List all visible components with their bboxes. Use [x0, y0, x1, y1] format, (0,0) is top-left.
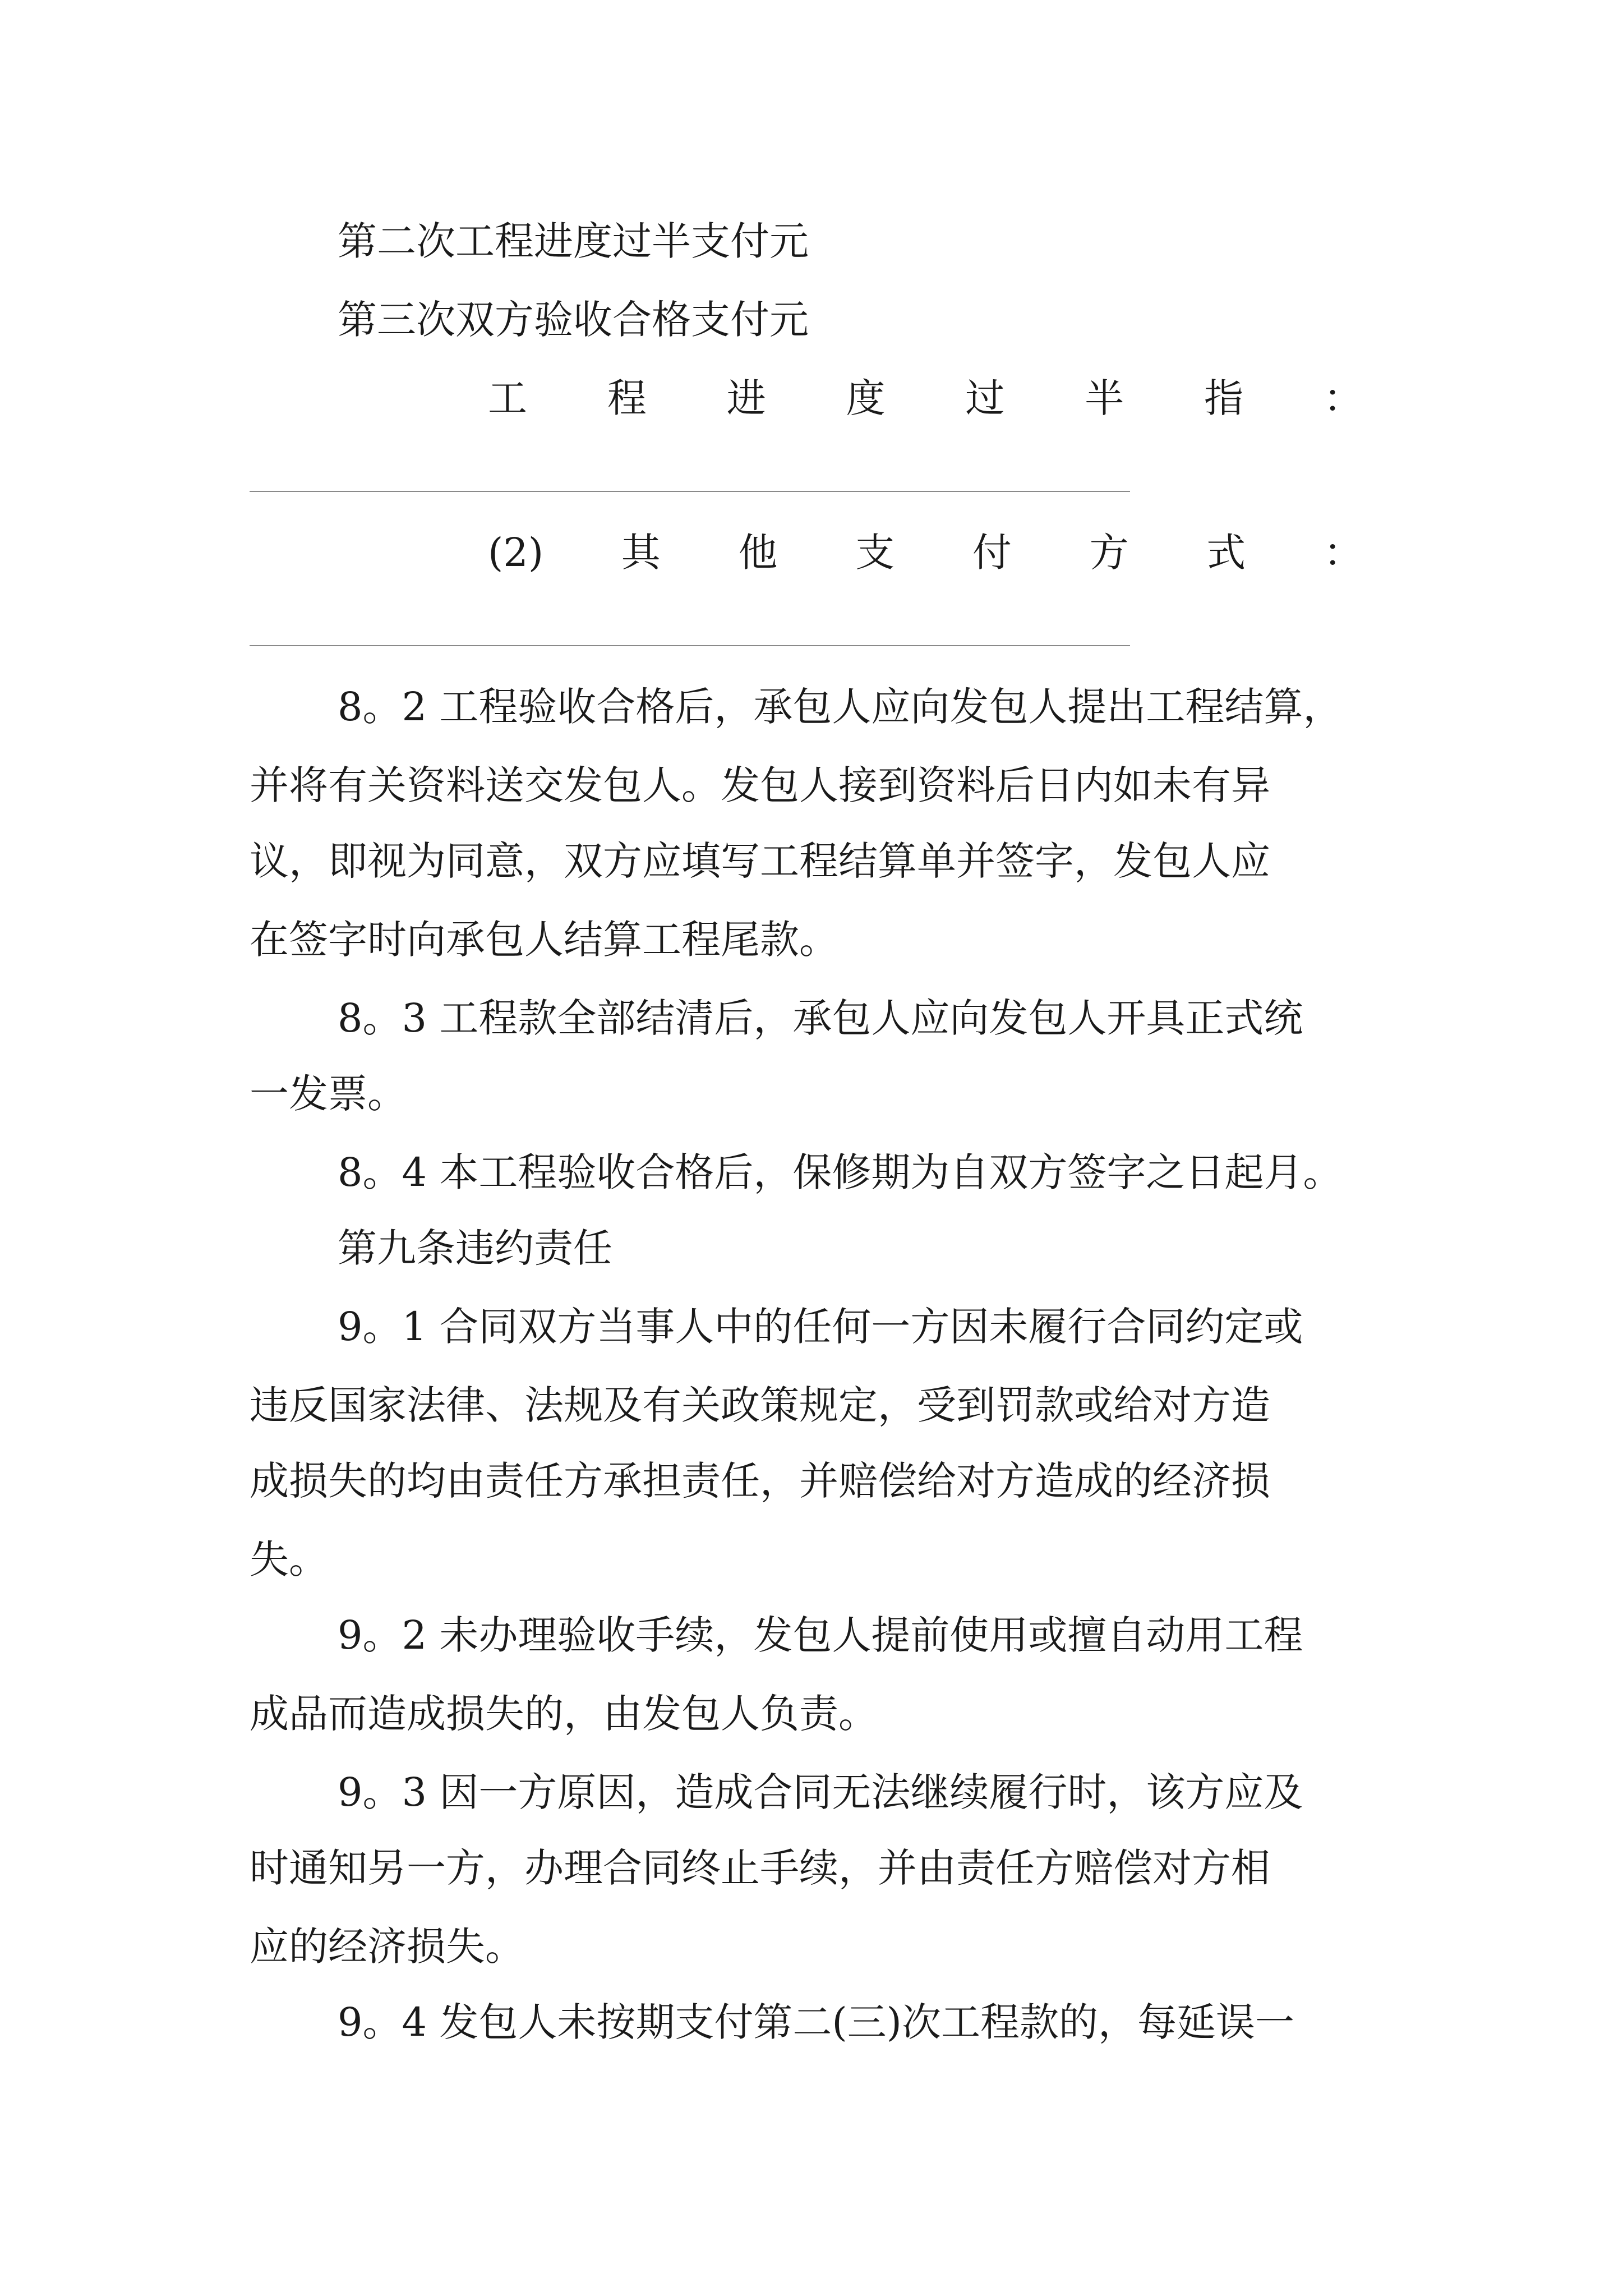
char: ：: [1323, 375, 1363, 421]
char: 半: [1085, 375, 1124, 421]
payment-line-third: 第三次双方验收合格支付元: [338, 297, 809, 343]
char: 工: [488, 375, 527, 421]
clause-8-4-line: 8。4 本工程验收合格后，保修期为自双方签字之日起月。: [338, 1149, 1343, 1195]
article-9-heading: 第九条违约责任: [338, 1225, 612, 1271]
clause-9-2-line: 成品而造成损失的，由发包人负责。: [250, 1691, 878, 1737]
clause-9-2-line: 9。2 未办理验收手续，发包人提前使用或擅自动用工程: [338, 1612, 1303, 1658]
char: 指: [1204, 375, 1244, 421]
payment-line-second: 第二次工程进度过半支付元: [338, 218, 809, 264]
fill-in-underline: [250, 645, 1130, 646]
clause-8-3-line: 8。3 工程款全部结清后，承包人应向发包人开具正式统: [338, 995, 1303, 1041]
char: 他: [738, 530, 778, 576]
other-payment-line: [488, 530, 1363, 576]
clause-9-1-line: 9。1 合同双方当事人中的任何一方因未履行合同约定或: [338, 1304, 1303, 1350]
clause-9-4-line: 9。4 发包人未按期支付第二(三)次工程款的，每延误一: [338, 1999, 1294, 2045]
clause-8-2-line: 议，即视为同意，双方应填写工程结算单并签字，发包人应: [250, 838, 1270, 884]
char: 进: [726, 375, 766, 421]
progress-definition-line: [488, 375, 1363, 421]
clause-9-1-line: 失。: [250, 1536, 328, 1582]
char: 支: [855, 530, 895, 576]
clause-9-3-line: 应的经济损失。: [250, 1924, 524, 1970]
char: 付: [972, 530, 1012, 576]
char: 过: [965, 375, 1005, 421]
char: 式: [1206, 530, 1246, 576]
char: 度: [846, 375, 886, 421]
clause-9-3-line: 时通知另一方，办理合同终止手续，并由责任方赔偿对方相: [250, 1845, 1270, 1891]
fill-in-underline: [250, 491, 1130, 492]
clause-8-2-line: 在签字时向承包人结算工程尾款。: [250, 917, 838, 963]
char: (2): [488, 530, 544, 576]
clause-8-3-line: 一发票。: [250, 1071, 407, 1117]
char: 方: [1089, 530, 1129, 576]
clause-9-3-line: 9。3 因一方原因，造成合同无法继续履行时，该方应及: [338, 1769, 1303, 1815]
char: 程: [607, 375, 647, 421]
clause-8-2-line: 8。2 工程验收合格后，承包人应向发包人提出工程结算，: [338, 684, 1343, 730]
char: ：: [1323, 530, 1363, 576]
char: 其: [621, 530, 661, 576]
clause-9-1-line: 成损失的均由责任方承担责任，并赔偿给对方造成的经济损: [250, 1458, 1270, 1504]
clause-8-2-line: 并将有关资料送交发包人。发包人接到资料后日内如未有异: [250, 762, 1270, 808]
clause-9-1-line: 违反国家法律、法规及有关政策规定，受到罚款或给对方造: [250, 1382, 1270, 1428]
